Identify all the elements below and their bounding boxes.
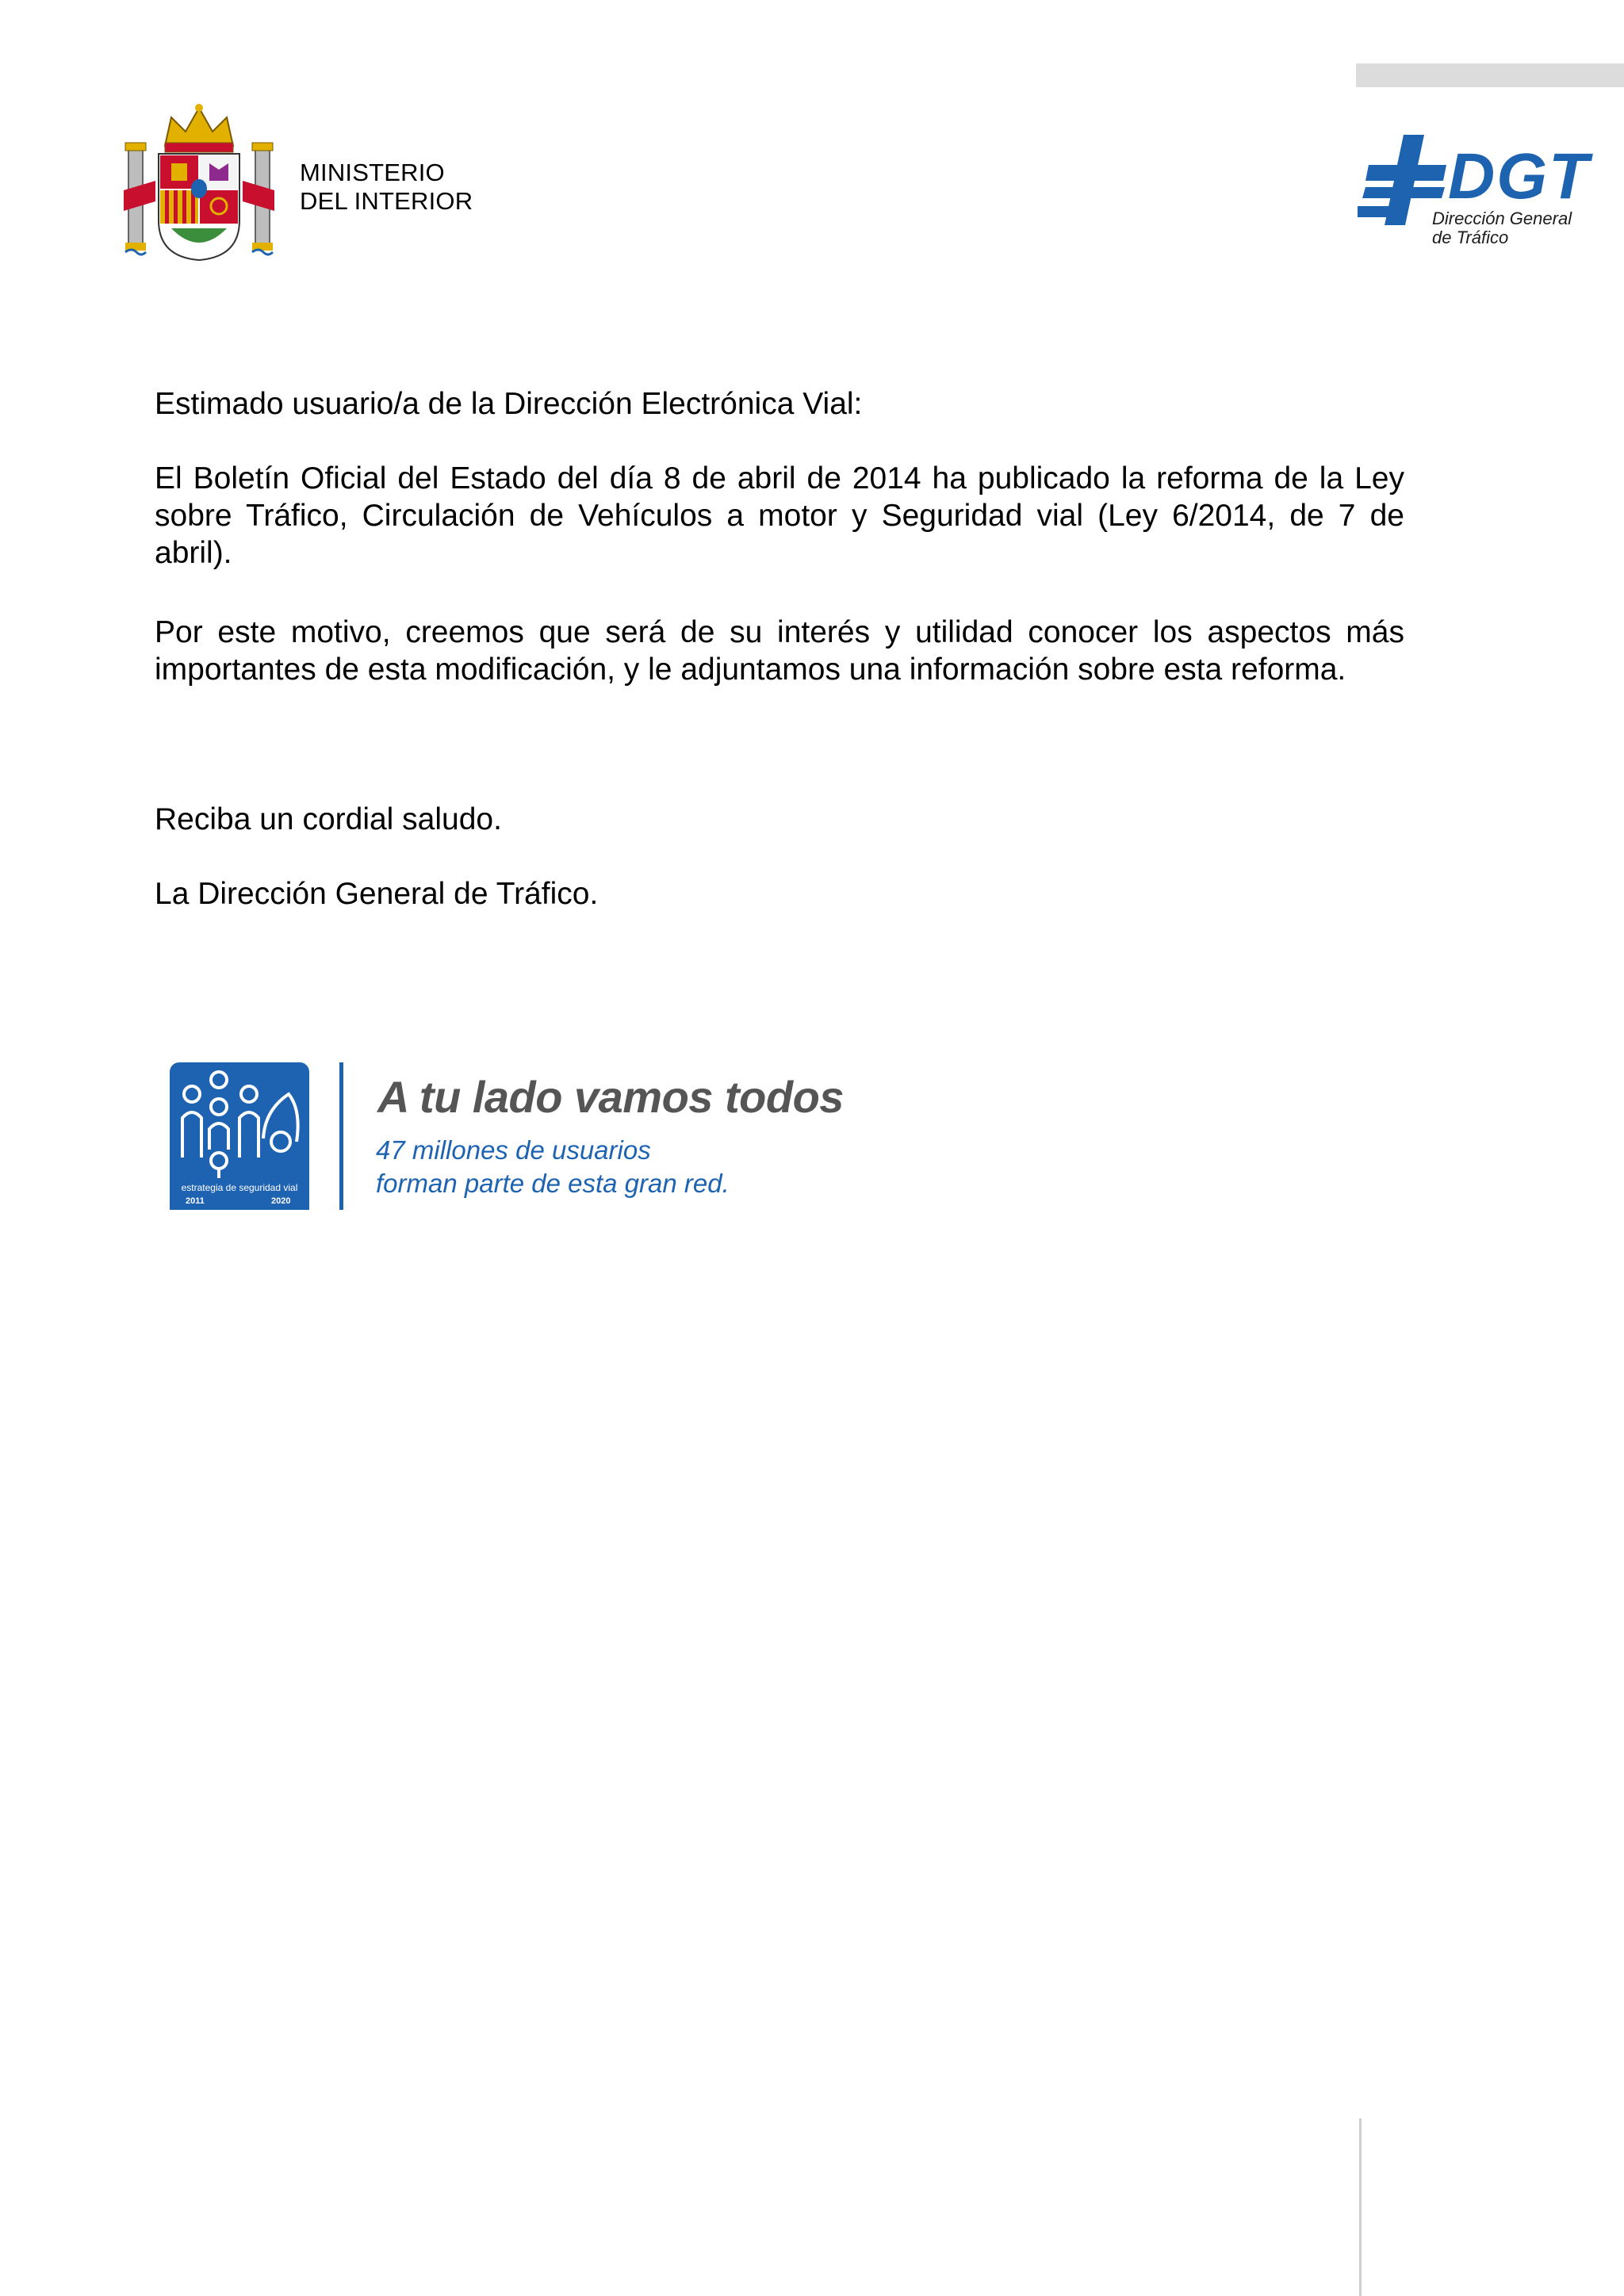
dgt-subtitle-line-2: de Tráfico [1432, 228, 1509, 247]
paragraph-2: Por este motivo, creemos que será de su interés y utilidad conocer los aspectos más importantes de esta modificación, y le adjuntamos una información sobre esta reforma. [155, 615, 1404, 687]
ministry-line-2: DEL INTERIOR [300, 187, 473, 215]
header-gray-bar [1356, 63, 1624, 87]
greeting: Estimado usuario/a de la Dirección Electrónica Vial: [155, 387, 863, 421]
road-safety-strategy-logo-icon [170, 1062, 309, 1210]
campaign-subtitle-line-1: 47 millones de usuarios [376, 1135, 651, 1165]
campaign-logo-year-start: 2011 [186, 1196, 205, 1206]
campaign-subtitle-line-2: forman parte de esta gran red. [376, 1169, 730, 1198]
dgt-subtitle-line-1: Dirección General [1432, 209, 1572, 228]
signature: La Dirección General de Tráfico. [155, 877, 599, 911]
dgt-subtitle [1432, 209, 1572, 247]
closing: Reciba un cordial saludo. [155, 802, 502, 836]
campaign-logo-year-end: 2020 [271, 1196, 291, 1206]
campaign-subtitle [376, 1134, 730, 1200]
ministry-line-1: MINISTERIO [300, 159, 445, 186]
campaign-logo-text: estrategia de seguridad vial [181, 1182, 298, 1193]
campaign-divider [339, 1062, 343, 1210]
dgt-acronym: DGT [1448, 140, 1591, 212]
footer-vertical-rule [1359, 2118, 1362, 2296]
ministry-name [300, 159, 473, 216]
campaign-slogan: A tu lado vamos todos [377, 1072, 844, 1122]
paragraph-1: El Boletín Oficial del Estado del día 8 de abril de 2014 ha publicado la reforma de la Ley sobre Tráfico, Circulación de Vehículos a motor y Seguridad vial (Ley 6/2014, de 7 de abril). [155, 461, 1404, 570]
spain-coat-of-arms-icon [124, 101, 274, 265]
